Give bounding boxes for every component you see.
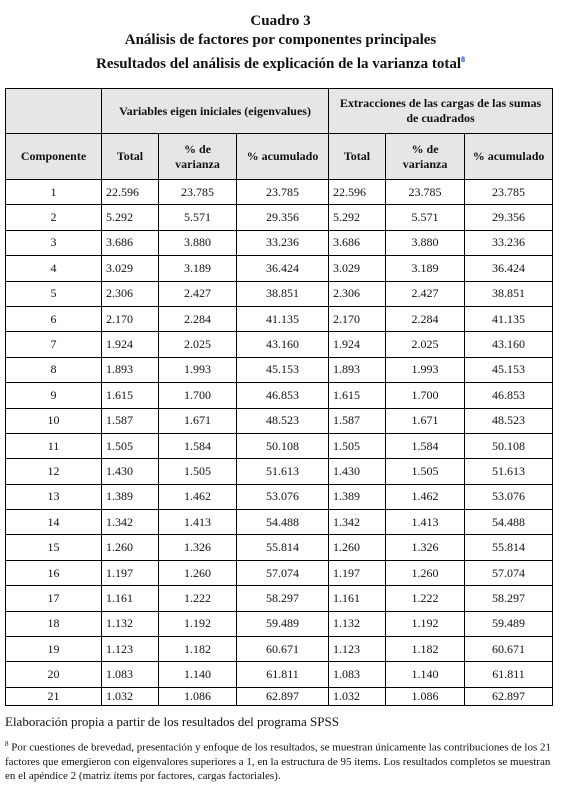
value-cell: 1.161 — [329, 586, 386, 611]
value-cell: 29.356 — [237, 205, 329, 230]
component-cell: 17 — [6, 586, 102, 611]
table-row — [6, 484, 553, 509]
value-cell: 33.236 — [465, 230, 553, 255]
value-cell: 54.488 — [237, 510, 329, 535]
value-cell: 33.236 — [237, 230, 329, 255]
value-cell: 1.671 — [386, 408, 465, 433]
table-row — [6, 383, 553, 408]
value-cell: 1.083 — [102, 662, 159, 687]
value-cell: 1.161 — [102, 586, 159, 611]
value-cell: 1.700 — [386, 383, 465, 408]
value-cell: 1.086 — [386, 687, 465, 705]
table-caption — [0, 0, 561, 74]
table-row — [6, 256, 553, 281]
value-cell: 2.025 — [159, 332, 237, 357]
value-cell: 1.260 — [329, 535, 386, 560]
table-row — [6, 510, 553, 535]
component-cell: 6 — [6, 306, 102, 331]
value-cell: 2.284 — [386, 306, 465, 331]
caption-subtitle-2 — [0, 50, 561, 74]
column-header: Total — [102, 134, 159, 180]
component-cell: 20 — [6, 662, 102, 687]
value-cell: 2.306 — [102, 281, 159, 306]
value-cell: 1.222 — [159, 586, 237, 611]
value-cell: 2.427 — [159, 281, 237, 306]
value-cell: 3.880 — [386, 230, 465, 255]
value-cell: 1.086 — [159, 687, 237, 705]
value-cell: 1.032 — [329, 687, 386, 705]
value-cell: 36.424 — [237, 256, 329, 281]
component-cell: 4 — [6, 256, 102, 281]
value-cell: 36.424 — [465, 256, 553, 281]
value-cell: 59.489 — [237, 611, 329, 636]
group-header-extraction: Extracciones de las cargas de las sumas de cuadrados — [329, 89, 553, 134]
caption-title: Cuadro 3 — [250, 13, 311, 29]
caption-subtitle-2-text: Resultados del análisis de explicación de la varianza total — [95, 56, 461, 72]
value-cell: 48.523 — [237, 408, 329, 433]
value-cell: 61.811 — [465, 662, 553, 687]
column-header: Total — [329, 134, 386, 180]
value-cell: 62.897 — [237, 687, 329, 705]
value-cell: 1.615 — [102, 383, 159, 408]
source-note: Elaboración propia a partir de los resultados del programa SPSS — [5, 714, 339, 729]
header-empty-cell — [6, 89, 102, 134]
column-header: % acumulado — [465, 134, 553, 180]
column-header: % de varianza — [386, 134, 465, 180]
column-header: Componente — [6, 134, 102, 180]
value-cell: 1.140 — [159, 662, 237, 687]
value-cell: 23.785 — [386, 180, 465, 205]
value-cell: 60.671 — [237, 637, 329, 662]
footnote-text: Por cuestiones de brevedad, presentación y enfoque de los resultados, se muestran únicamente las contribuciones de los 21 factores que emergieron con eigenvalores superiores a 1, en la estructura de 95 ítems. Los resultados completos se muestran en el apéndice 2 (matriz ítems por factores, cargas factoriales). — [5, 741, 552, 782]
component-cell: 12 — [6, 459, 102, 484]
value-cell: 23.785 — [465, 180, 553, 205]
value-cell: 55.814 — [465, 535, 553, 560]
component-cell: 8 — [6, 357, 102, 382]
value-cell: 58.297 — [237, 586, 329, 611]
value-cell: 1.083 — [329, 662, 386, 687]
value-cell: 1.260 — [159, 560, 237, 585]
value-cell: 2.427 — [386, 281, 465, 306]
table-row — [6, 281, 553, 306]
value-cell: 57.074 — [465, 560, 553, 585]
table-row — [6, 535, 553, 560]
component-cell: 18 — [6, 611, 102, 636]
component-cell: 1 — [6, 180, 102, 205]
value-cell: 1.413 — [386, 510, 465, 535]
value-cell: 2.306 — [329, 281, 386, 306]
value-cell: 1.389 — [102, 484, 159, 509]
value-cell: 5.292 — [102, 205, 159, 230]
value-cell: 2.025 — [386, 332, 465, 357]
value-cell: 1.413 — [159, 510, 237, 535]
component-cell: 3 — [6, 230, 102, 255]
value-cell: 1.993 — [159, 357, 237, 382]
value-cell: 5.571 — [386, 205, 465, 230]
value-cell: 1.132 — [102, 611, 159, 636]
component-cell: 16 — [6, 560, 102, 585]
value-cell: 1.671 — [159, 408, 237, 433]
value-cell: 53.076 — [465, 484, 553, 509]
footnote-reference[interactable]: 8 — [461, 55, 465, 64]
value-cell: 45.153 — [237, 357, 329, 382]
value-cell: 1.700 — [159, 383, 237, 408]
value-cell: 5.571 — [159, 205, 237, 230]
value-cell: 1.505 — [386, 459, 465, 484]
component-cell: 11 — [6, 433, 102, 458]
value-cell: 1.584 — [159, 433, 237, 458]
value-cell: 1.192 — [386, 611, 465, 636]
value-cell: 48.523 — [465, 408, 553, 433]
column-header: % acumulado — [237, 134, 329, 180]
value-cell: 1.197 — [329, 560, 386, 585]
value-cell: 53.076 — [237, 484, 329, 509]
footnote — [5, 737, 555, 783]
value-cell: 3.029 — [329, 256, 386, 281]
value-cell: 1.430 — [329, 459, 386, 484]
table-row — [6, 357, 553, 382]
value-cell: 1.615 — [329, 383, 386, 408]
table-row — [6, 306, 553, 331]
value-cell: 3.686 — [329, 230, 386, 255]
value-cell: 1.222 — [386, 586, 465, 611]
value-cell: 58.297 — [465, 586, 553, 611]
value-cell: 1.260 — [102, 535, 159, 560]
value-cell: 46.853 — [237, 383, 329, 408]
value-cell: 1.505 — [329, 433, 386, 458]
value-cell: 59.489 — [465, 611, 553, 636]
value-cell: 23.785 — [159, 180, 237, 205]
value-cell: 1.260 — [386, 560, 465, 585]
value-cell: 1.389 — [329, 484, 386, 509]
column-header: % de varianza — [159, 134, 237, 180]
value-cell: 23.785 — [237, 180, 329, 205]
component-cell: 14 — [6, 510, 102, 535]
value-cell: 1.342 — [329, 510, 386, 535]
value-cell: 1.326 — [159, 535, 237, 560]
value-cell: 1.505 — [159, 459, 237, 484]
component-cell: 13 — [6, 484, 102, 509]
value-cell: 1.893 — [329, 357, 386, 382]
value-cell: 43.160 — [237, 332, 329, 357]
value-cell: 43.160 — [465, 332, 553, 357]
caption-subtitle-1: Análisis de factores por componentes principales — [124, 32, 437, 48]
value-cell: 1.192 — [159, 611, 237, 636]
value-cell: 2.170 — [329, 306, 386, 331]
value-cell: 1.197 — [102, 560, 159, 585]
table-row — [6, 332, 553, 357]
footnote-mark: 8 — [5, 740, 9, 748]
table-body — [6, 180, 553, 706]
value-cell: 1.505 — [102, 433, 159, 458]
table-row — [6, 586, 553, 611]
component-cell: 15 — [6, 535, 102, 560]
value-cell: 60.671 — [465, 637, 553, 662]
value-cell: 51.613 — [465, 459, 553, 484]
value-cell: 45.153 — [465, 357, 553, 382]
value-cell: 46.853 — [465, 383, 553, 408]
component-cell: 9 — [6, 383, 102, 408]
value-cell: 1.924 — [329, 332, 386, 357]
table-row — [6, 205, 553, 230]
value-cell: 1.993 — [386, 357, 465, 382]
value-cell: 54.488 — [465, 510, 553, 535]
value-cell: 1.893 — [102, 357, 159, 382]
value-cell: 55.814 — [237, 535, 329, 560]
component-cell: 2 — [6, 205, 102, 230]
component-cell: 7 — [6, 332, 102, 357]
value-cell: 3.686 — [102, 230, 159, 255]
value-cell: 51.613 — [237, 459, 329, 484]
value-cell: 1.430 — [102, 459, 159, 484]
component-cell: 5 — [6, 281, 102, 306]
table-row — [6, 230, 553, 255]
value-cell: 50.108 — [465, 433, 553, 458]
component-cell: 21 — [6, 687, 102, 705]
value-cell: 1.182 — [386, 637, 465, 662]
value-cell: 61.811 — [237, 662, 329, 687]
value-cell: 38.851 — [237, 281, 329, 306]
variance-table — [5, 88, 553, 706]
value-cell: 41.135 — [465, 306, 553, 331]
value-cell: 1.462 — [386, 484, 465, 509]
value-cell: 1.132 — [329, 611, 386, 636]
value-cell: 57.074 — [237, 560, 329, 585]
table-row — [6, 180, 553, 205]
value-cell: 1.123 — [329, 637, 386, 662]
table-row — [6, 433, 553, 458]
value-cell: 1.462 — [159, 484, 237, 509]
table-row — [6, 408, 553, 433]
table-row — [6, 560, 553, 585]
value-cell: 62.897 — [465, 687, 553, 705]
value-cell: 50.108 — [237, 433, 329, 458]
value-cell: 22.596 — [329, 180, 386, 205]
component-cell: 19 — [6, 637, 102, 662]
value-cell: 1.342 — [102, 510, 159, 535]
value-cell: 5.292 — [329, 205, 386, 230]
value-cell: 1.587 — [329, 408, 386, 433]
value-cell: 3.189 — [386, 256, 465, 281]
table-row — [6, 637, 553, 662]
group-header-initial: Variables eigen iniciales (eigenvalues) — [102, 89, 329, 134]
value-cell: 2.170 — [102, 306, 159, 331]
table-row — [6, 662, 553, 687]
value-cell: 1.587 — [102, 408, 159, 433]
value-cell: 22.596 — [102, 180, 159, 205]
value-cell: 1.326 — [386, 535, 465, 560]
value-cell: 1.140 — [386, 662, 465, 687]
value-cell: 1.032 — [102, 687, 159, 705]
value-cell: 41.135 — [237, 306, 329, 331]
value-cell: 1.584 — [386, 433, 465, 458]
value-cell: 38.851 — [465, 281, 553, 306]
value-cell: 3.880 — [159, 230, 237, 255]
table-row — [6, 611, 553, 636]
value-cell: 1.182 — [159, 637, 237, 662]
value-cell: 1.924 — [102, 332, 159, 357]
component-cell: 10 — [6, 408, 102, 433]
column-header-row — [6, 134, 553, 180]
table-row — [6, 687, 553, 705]
value-cell: 3.029 — [102, 256, 159, 281]
value-cell: 2.284 — [159, 306, 237, 331]
value-cell: 1.123 — [102, 637, 159, 662]
table-row — [6, 459, 553, 484]
value-cell: 3.189 — [159, 256, 237, 281]
value-cell: 29.356 — [465, 205, 553, 230]
